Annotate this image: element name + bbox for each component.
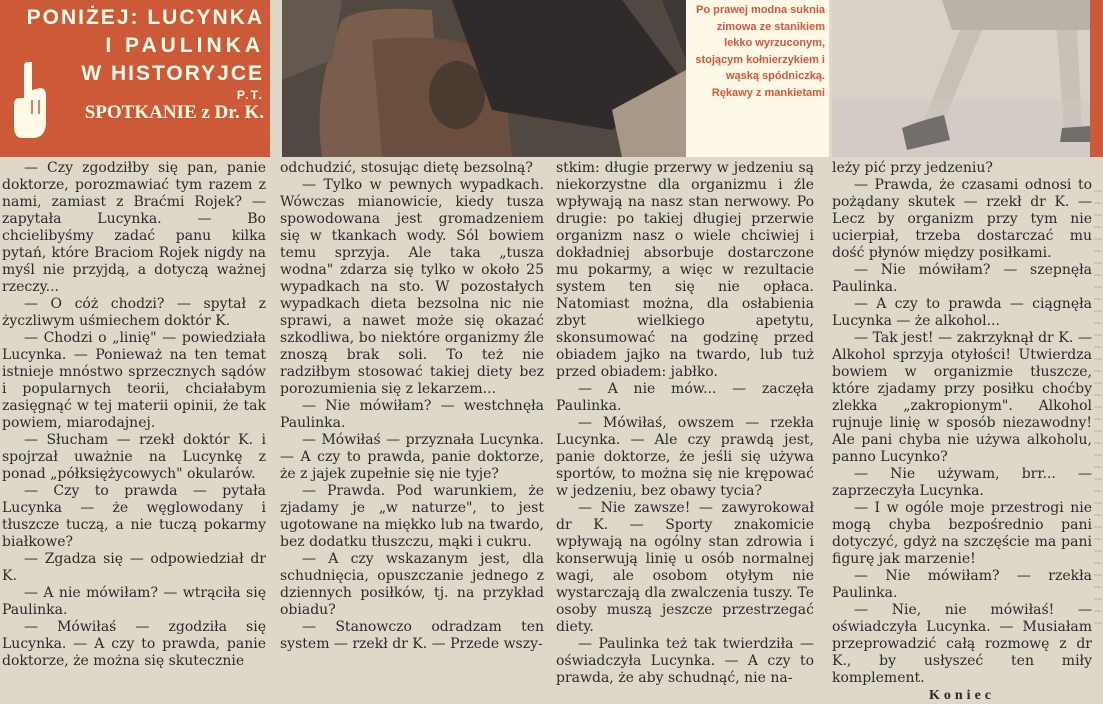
title-line-2: I PAULINKA	[105, 34, 264, 57]
title-line-3: W HISTORYJCE	[81, 62, 264, 85]
paragraph: — Mówiłaś, owszem — rzekła Lucynka. — Ale czy prawdą jest, panie doktorze, że jeśli się używa sportów, to można się nie krępować w jedzeniu, bez obawy tycia?	[556, 415, 814, 499]
pointing-hand-icon	[10, 60, 48, 140]
photo-caption: Po prawej modna suknia zimowa ze stanikiem lekko wyrzuconym, stojącym kołnierzykiem i wąską spódniczką. Rękawy z mankietami	[695, 4, 825, 99]
paragraph: — Tylko w pewnych wypadkach. Wówczas mianowicie, kiedy tusza spowodowana jest gromadzeniem się w tkankach wody. Sól bowiem temu sprzyja. Ale taka „tusza wodna" zdarza się tylko w około 25 wypadkach na sto. W pozostałych wypadkach dieta bezsolna nic nie sprawi, a nawet może się okazać szkodliwa, bo niektóre organizmy źle znoszą brak soli. To też nie radziłbym stosować takiej diety bez porozumienia się z lekarzem...	[280, 177, 544, 397]
text-column-4	[832, 160, 1092, 703]
paragraph: — Prawda, że czasami odnosi to pożądany skutek — rzekł dr K. — Lecz by organizm przy tym nie ucierpiał, trzeba dostarczać mu dość płynów między posiłkami.	[832, 177, 1092, 261]
paragraph: — Nie zawsze! — zawyrokował dr K. — Sporty znakomicie wpływają na ogólny stan zdrowia i konserwują linię u osób normalnej wagi, ale osobom otyłym nie wystarczają dla zwalczenia tuszy. Te osoby muszą jeszcze przestrzegać diety.	[556, 500, 814, 635]
paragraph: — Czy to prawda — pytała Lucynka — że węglowodany i tłuszcze tuczą, a nie tuczą pokarmy białkowe?	[2, 483, 266, 550]
paragraph: — Nie mówiłam? — rzekła Paulinka.	[832, 568, 1092, 601]
paragraph: — Mówiłaś — przyznała Lucynka. — A czy to prawda, panie doktorze, że z jajek zupełnie się nie tyje?	[280, 432, 544, 482]
paragraph: — Czy zgodziłby się pan, panie doktorze, porozmawiać tym razem z nami, zamiast z Braćmi Rojek? — zapytała Lucynka. — Bo chcielibyśmy zadać panu kilka pytań, które Braciom Rojek nigdy na myśl nie przyjdą, a dotyczą ważnej rzeczy...	[2, 160, 266, 295]
paragraph: odchudzić, stosując dietę bezsolną?	[280, 160, 533, 176]
title-line-4: P.T.	[236, 88, 264, 102]
paragraph: — Nie, nie mówiłaś! — oświadczyła Lucynka. — Musiałam przeprowadzić całą rozmowę z dr K., by usłyszeć ten miły komplement.	[832, 602, 1092, 686]
paragraph: — I w ogóle moje przestrogi nie mogą chyba bezpośrednio pani dotyczyć, gdyż na szczęście ma pani figurę jak marzenie!	[832, 500, 1092, 567]
paragraph: — A czy to prawda — ciągnęła Lucynka — że alkohol...	[832, 296, 1092, 329]
fashion-photo-chair	[282, 0, 686, 157]
photo-caption-box	[686, 0, 829, 157]
paragraph: stkim: długie przerwy w jedzeniu są niekorzystne dla organizmu i źle wpływają na nasz stan nerwowy. Po drugie: po takiej długiej przerwie organizm nasz o wiele chciwiej i dokładniej absorbuje dostarczone mu pokarmy, a więc w rezultacie system ten się nie opłaca. Natomiast można, dla osłabienia zbyt wielkiego apetytu, skonsumować na godzinę przed obiadem jajko na twardo, lub tuż przed obiadem: jabłko.	[556, 160, 814, 380]
paragraph: — A nie mówiłam? — wtrąciła się Paulinka.	[2, 585, 266, 618]
text-column-1	[2, 160, 266, 669]
red-page-edge	[1090, 0, 1103, 157]
text-column-3	[556, 160, 814, 686]
paragraph: — A czy wskazanym jest, dla schudnięcia, opuszczanie jednego z dziennych posiłków, tj. na przykład obiadu?	[280, 551, 544, 618]
title-box	[0, 0, 270, 157]
paragraph: — Nie mówiłam? — westchnęła Paulinka.	[280, 398, 544, 431]
paragraph: — Tak jest! — zakrzyknął dr K. — Alkohol sprzyja otyłości! Utwierdza bowiem w organizmie tłuszcze, które zjadamy przy posiłku choćby zlekka „zakropionym". Alkohol rujnuje linię w sposób niezawodny! Ale pani chyba nie używa alkoholu, panno Lucynko?	[832, 330, 1092, 465]
paragraph: — Prawda. Pod warunkiem, że zjadamy je „w naturze", to jest ugotowane na miękko lub na twardo, bez dodatku tłuszczu, mąki i cukru.	[280, 483, 544, 550]
paragraph: — Stanowczo odradzam ten system — rzekł dr K. — Przede wszy-	[280, 619, 544, 652]
paragraph: — A nie mów... — zaczęła Paulinka.	[556, 381, 814, 414]
title-line-1: PONIŻEJ: LUCYNKA	[26, 6, 264, 29]
article-end-mark: Koniec	[929, 688, 995, 703]
decorative-border	[1094, 190, 1102, 630]
paragraph: — Nie używam, brr... — zaprzeczyła Lucynka.	[832, 466, 1092, 499]
legs-illustration	[832, 0, 1090, 157]
paragraph: — Chodzi o „linię" — powiedziała Lucynka. — Ponieważ na ten temat istnieje mnóstwo sprzecznych sądów i popularnych teorii, chciałabym zasięgnąć w tej materii opinii, że tak powiem, miarodajnej.	[2, 330, 266, 431]
title-line-5: SPOTKANIE z Dr. K.	[84, 102, 264, 123]
paragraph: leży pić przy jedzeniu?	[832, 160, 993, 176]
chair-illustration	[282, 0, 686, 157]
text-column-2	[280, 160, 544, 650]
paragraph: — Nie mówiłam? — szepnęła Paulinka.	[832, 262, 1092, 295]
paragraph: — Słucham — rzekł doktór K. i spojrzał uważnie na Lucynkę z ponad „półksiężycowych" okularów.	[2, 432, 266, 482]
paragraph: — Paulinka też tak twierdziła — oświadczyła Lucynka. — A czy to prawda, że aby schudnąć, nie na-	[556, 636, 814, 686]
paragraph: — O cóż chodzi? — spytał z życzliwym uśmiechem doktór K.	[2, 296, 266, 329]
paragraph: — Mówiłaś — zgodziła się Lucynka. — A czy to prawda, panie doktorze, że można się skutecznie	[2, 619, 266, 669]
fashion-photo-legs	[832, 0, 1090, 157]
paragraph: — Zgadza się — odpowiedział dr K.	[2, 551, 266, 584]
